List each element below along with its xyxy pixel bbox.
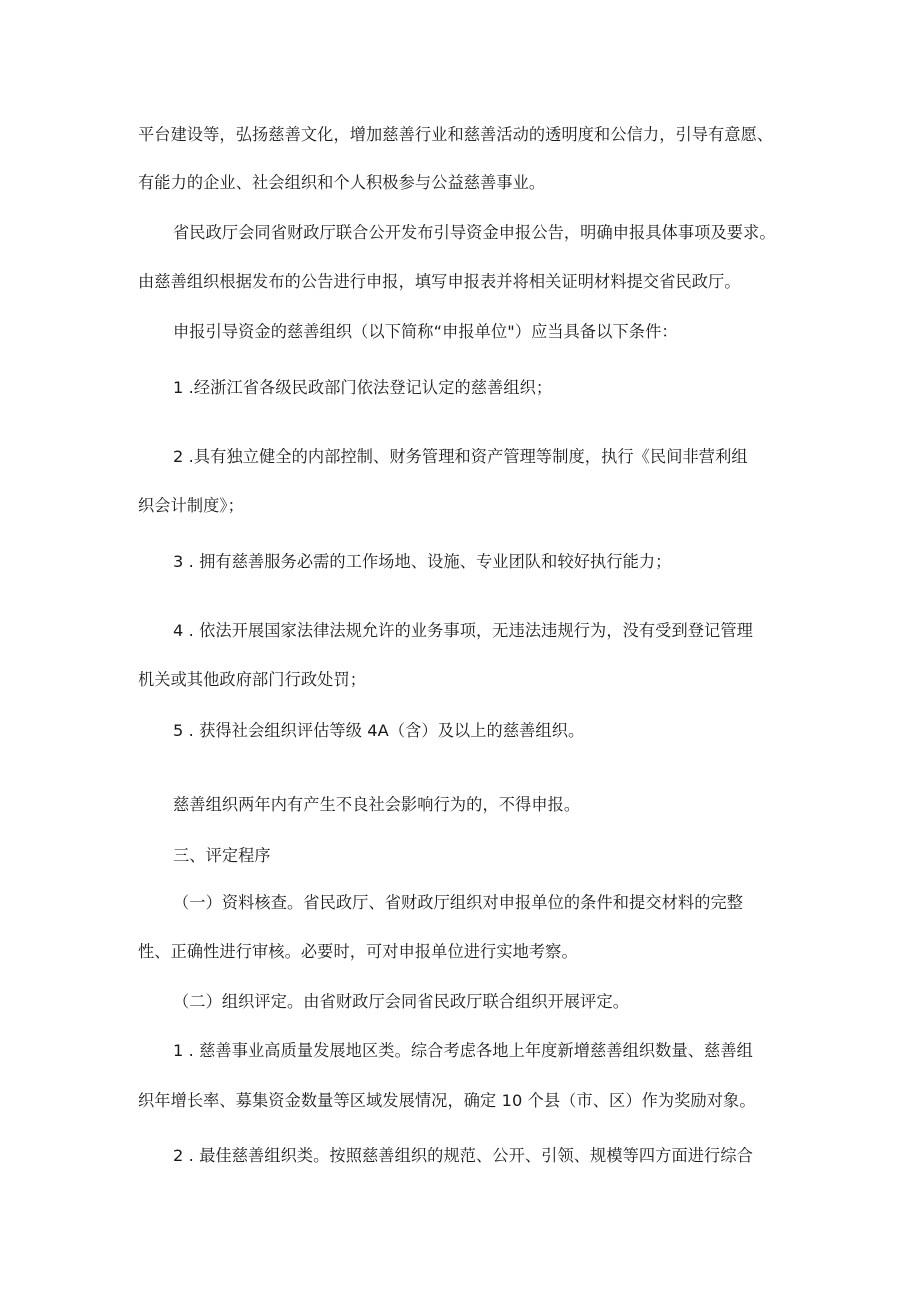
list-item-line: 5 . 获得社会组织评估等级 4A（含）及以上的慈善组织。 — [173, 721, 585, 740]
list-item-line: 1 . 慈善事业高质量发展地区类。综合考虑各地上年度新增慈善组织数量、慈善组 — [173, 1041, 753, 1060]
list-item-line: 织会计制度》； — [138, 496, 244, 515]
list-item-line: 2 . 最佳慈善组织类。按照慈善组织的规范、公开、引领、规模等四方面进行综合 — [173, 1146, 753, 1165]
paragraph-line: 申报引导资金的慈善组织（以下简称“申报单位"）应当具备以下条件： — [173, 322, 678, 341]
paragraph-line: 有能力的企业、社会组织和个人积极参与公益慈善事业。 — [138, 173, 546, 192]
paragraph-line: 慈善组织两年内有产生不良社会影响行为的，不得申报。 — [173, 795, 581, 814]
list-item-line: 机关或其他政府部门行政处罚； — [138, 670, 367, 689]
list-item-line: 4 . 依法开展国家法律法规允许的业务事项，无违法违规行为，没有受到登记管理 — [173, 621, 753, 640]
paragraph-line: 平台建设等，弘扬慈善文化，增加慈善行业和慈善活动的透明度和公信力，引导有意愿、 — [138, 125, 774, 144]
paragraph-line: 省民政厅会同省财政厅联合公开发布引导资金申报公告，明确申报具体事项及要求。 — [173, 223, 776, 242]
list-item-line: 3 . 拥有慈善服务必需的工作场地、设施、专业团队和较好执行能力； — [173, 552, 672, 571]
list-item-line: 织年增长率、募集资金数量等区域发展情况，确定 10 个县（市、区）作为奖励对象。 — [138, 1091, 756, 1110]
paragraph-line: 性、正确性进行审核。必要时，可对申报单位进行实地考察。 — [138, 942, 578, 961]
paragraph-line: （二）组织评定。由省财政厅会同省民政厅联合组织开展评定。 — [173, 992, 630, 1011]
paragraph-line: （一）资料核查。省民政厅、省财政厅组织对申报单位的条件和提交材料的完整 — [173, 893, 744, 912]
section-heading: 三、评定程序 — [173, 846, 271, 865]
list-item-line: 2 .具有独立健全的内部控制、财务管理和资产管理等制度，执行《民间非营利组 — [173, 447, 748, 466]
paragraph-line: 由慈善组织根据发布的公告进行申报，填写申报表并将相关证明材料提交省民政厅。 — [138, 272, 741, 291]
list-item-line: 1 .经浙江省各级民政部门依法登记认定的慈善组织； — [173, 378, 553, 397]
